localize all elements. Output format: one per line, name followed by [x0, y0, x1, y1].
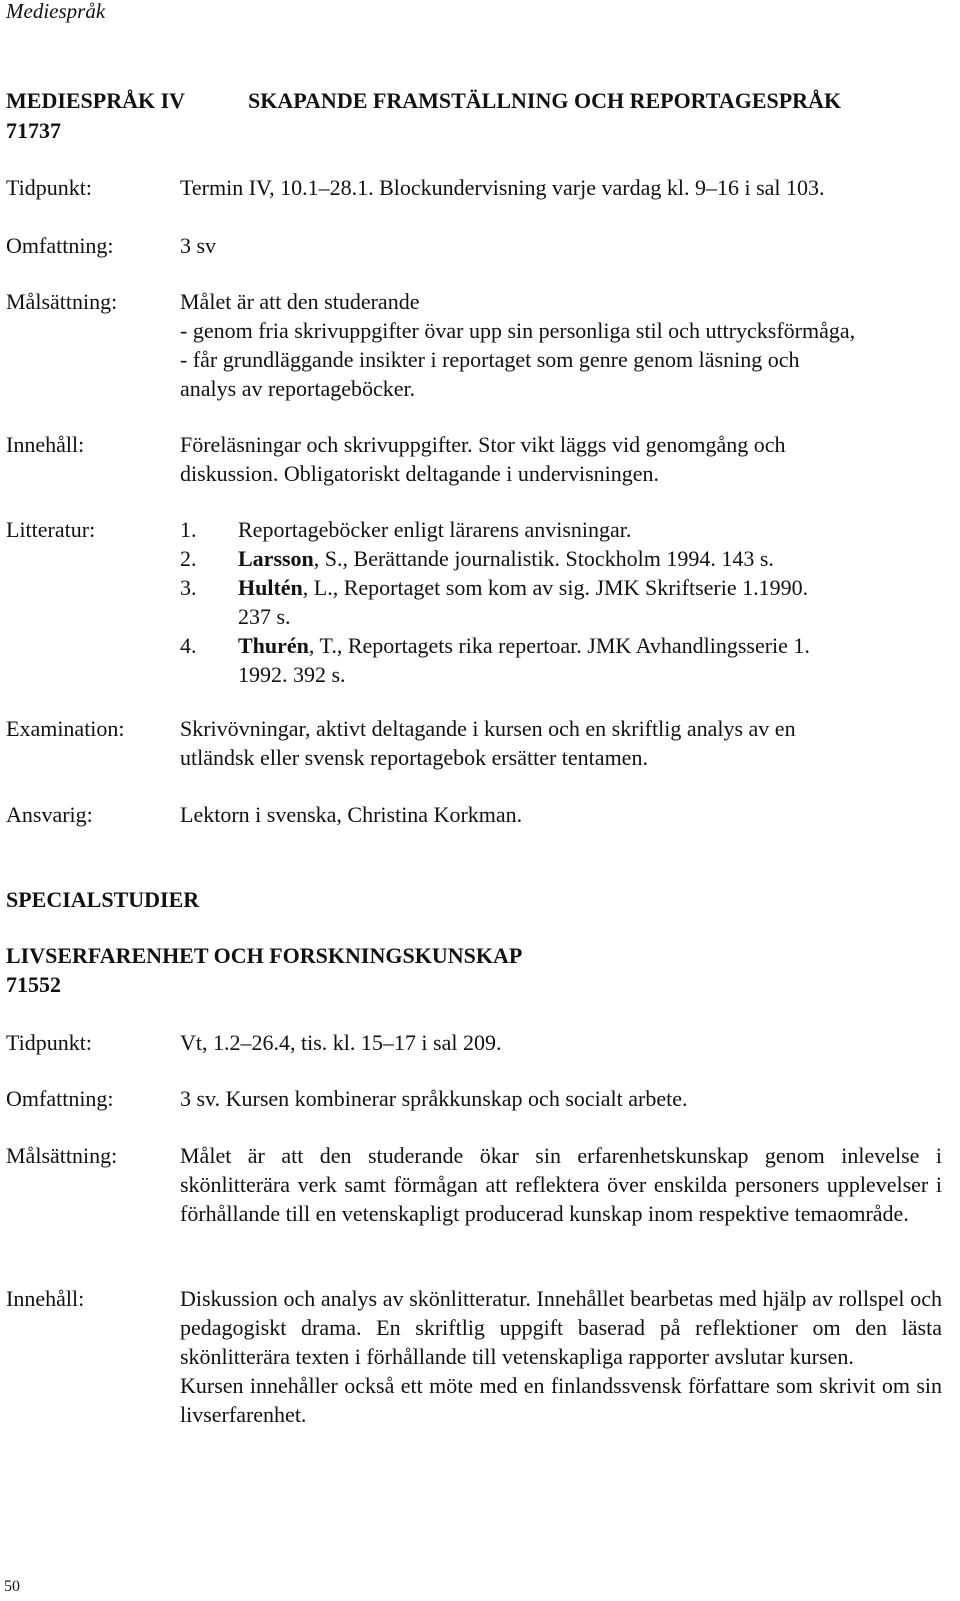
c2-innehall-label: Innehåll:: [6, 1286, 85, 1311]
page-number: 50: [4, 1578, 20, 1595]
litteratur-item: [180, 631, 810, 660]
malsattning-text: [180, 287, 855, 403]
malsattning-line: - får grundläggande insikter i reportaget som genre genom läsning och: [180, 347, 800, 372]
item-text: Reportageböcker enligt lärarens anvisningar.: [238, 517, 632, 542]
c2-omfattning-value: 3 sv. Kursen kombinerar språkkunskap och socialt arbete.: [180, 1086, 688, 1111]
c2-tidpunkt-value: Vt, 1.2–26.4, tis. kl. 15–17 i sal 209.: [180, 1030, 502, 1055]
item-number: 2.: [180, 546, 197, 571]
innehall-line: Föreläsningar och skrivuppgifter. Stor vikt läggs vid genomgång och: [180, 432, 786, 457]
tidpunkt-label: Tidpunkt:: [6, 175, 93, 200]
litteratur-list: [180, 515, 810, 689]
c2-malsattning-text: Målet är att den studerande ökar sin erfarenhetskunskap genom inlevelse i skönlitterära verk samt förmågan att reflektera över enskilda personers upplevelser i förhållande till en vetenskapligt producerad kunskap inom respektive temaområde.: [180, 1143, 942, 1226]
examination-label: Examination:: [6, 716, 125, 741]
item-text: , S., Berättande journalistik. Stockholm 1994. 143 s.: [313, 546, 774, 571]
c2-omfattning-label: Omfattning:: [6, 1086, 114, 1111]
litteratur-item: [180, 544, 810, 573]
item-text: , L., Reportaget som kom av sig. JMK Skriftserie 1.1990.: [302, 575, 809, 600]
item-continuation: 237 s.: [238, 604, 291, 629]
item-author: Hultén: [238, 575, 303, 600]
course1-subtitle: SKAPANDE FRAMSTÄLLNING OCH REPORTAGESPRÅK: [248, 88, 842, 113]
litteratur-item: [180, 573, 810, 602]
omfattning-value: 3 sv: [180, 233, 217, 258]
item-number: 4.: [180, 633, 197, 658]
item-continuation: 1992. 392 s.: [238, 662, 346, 687]
ansvarig-label: Ansvarig:: [6, 802, 93, 827]
course1-title: MEDIESPRÅK IV: [6, 88, 186, 113]
ansvarig-value: Lektorn i svenska, Christina Korkman.: [180, 802, 523, 827]
examination-line: utländsk eller svensk reportagebok ersätter tentamen.: [180, 745, 648, 770]
malsattning-label: Målsättning:: [6, 289, 118, 314]
examination-text: [180, 714, 796, 772]
litteratur-item: [180, 515, 810, 544]
course1-code: 71737: [6, 118, 61, 143]
malsattning-line: analys av reportageböcker.: [180, 376, 416, 401]
malsattning-line: Målet är att den studerande: [180, 289, 420, 314]
innehall-text: [180, 430, 786, 488]
c2-innehall-text: [180, 1284, 942, 1429]
item-text: , T., Reportagets rika repertoar. JMK Avhandlingsserie 1.: [308, 633, 810, 658]
omfattning-label: Omfattning:: [6, 233, 114, 258]
section-title: SPECIALSTUDIER: [6, 887, 200, 912]
course2-code: 71552: [6, 972, 61, 997]
tidpunkt-value: Termin IV, 10.1–28.1. Blockundervisning varje vardag kl. 9–16 i sal 103.: [180, 175, 825, 200]
c2-innehall-paragraph: Diskussion och analys av skönlitteratur. Innehållet bearbetas med hjälp av rollspel och pedagogiskt drama. En skriftlig uppgift baserad på reflektioner om den lästa skönlitterära texten i förhållande till vetenskapliga rapporter avslutar kursen.: [180, 1286, 942, 1369]
innehall-label: Innehåll:: [6, 432, 85, 457]
c2-malsattning-label: Målsättning:: [6, 1143, 118, 1168]
running-header: Mediespråk: [6, 0, 106, 23]
item-author: Larsson: [238, 546, 314, 571]
litteratur-label: Litteratur:: [6, 517, 96, 542]
examination-line: Skrivövningar, aktivt deltagande i kursen och en skriftlig analys av en: [180, 716, 796, 741]
course2-title: LIVSERFARENHET OCH FORSKNINGSKUNSKAP: [6, 943, 523, 968]
innehall-line: diskussion. Obligatoriskt deltagande i undervisningen.: [180, 461, 660, 486]
c2-innehall-paragraph: Kursen innehåller också ett möte med en finlandssvensk författare som skrivit om sin livserfarenhet.: [180, 1373, 942, 1427]
malsattning-line: - genom fria skrivuppgifter övar upp sin personliga stil och uttrycksförmåga,: [180, 318, 856, 343]
item-number: 1.: [180, 517, 197, 542]
item-number: 3.: [180, 575, 197, 600]
c2-tidpunkt-label: Tidpunkt:: [6, 1030, 93, 1055]
item-author: Thurén: [238, 633, 309, 658]
